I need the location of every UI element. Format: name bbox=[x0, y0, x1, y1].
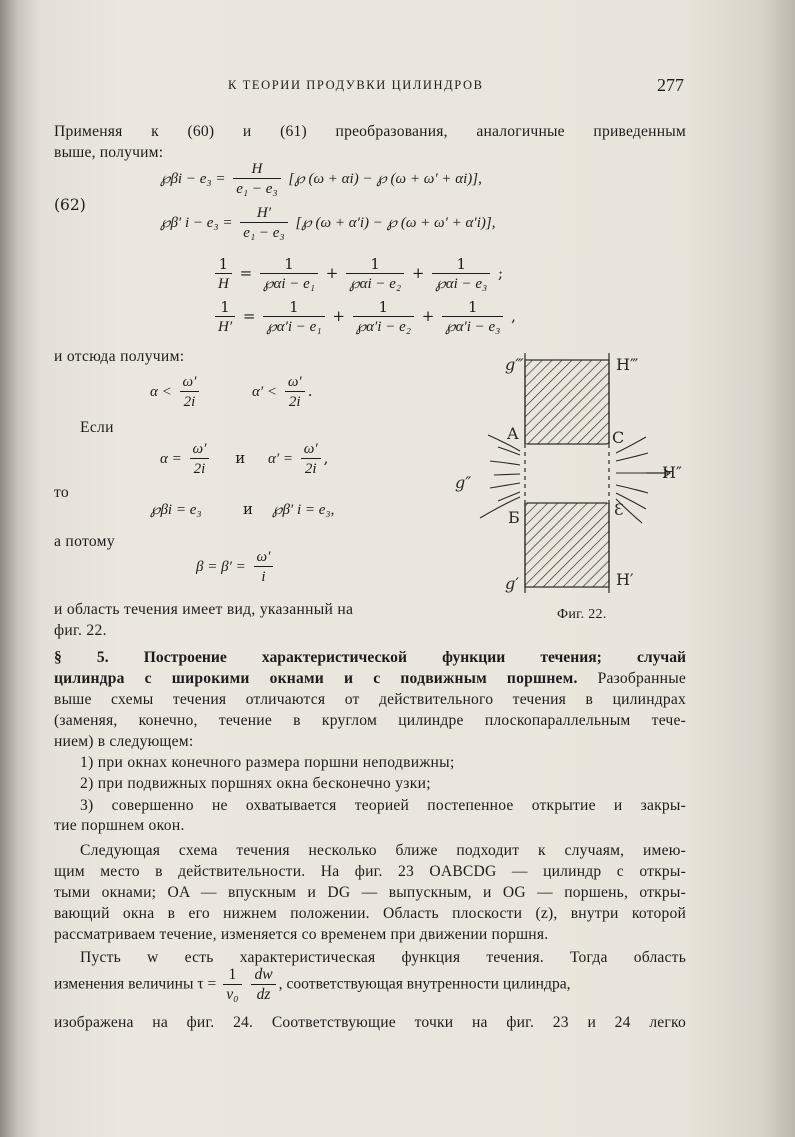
para2-line-2: щим место в действительности. На фиг. 23 OABCDG — цилиндр с откры- bbox=[54, 863, 686, 880]
para3-line-1: Пусть w есть характеристическая функция течения. Тогда область bbox=[80, 949, 686, 966]
equation-label: (62) bbox=[54, 196, 86, 214]
result-1: ℘βi = e₃ bbox=[150, 502, 202, 518]
para2-line-4: вающий окна в его нижнем положении. Область плоскости (z), внутри которой bbox=[54, 905, 686, 922]
list-item-3-cont: тие поршнем окон. bbox=[54, 817, 185, 834]
label-g3: g‴ bbox=[505, 355, 524, 374]
para3-line-3: изображена на фиг. 24. Соответствующие точки на фиг. 23 и 24 легко bbox=[54, 1014, 686, 1031]
result-and: и bbox=[243, 500, 253, 518]
para2-line-5: рассматриваем течение, изменяется со временем при движении поршня. bbox=[54, 926, 549, 943]
label-A: A bbox=[507, 424, 519, 443]
intro-line-1: Применяя к (60) и (61) преобразования, аналогичные приведенным bbox=[54, 123, 686, 140]
label-g2: g″ bbox=[455, 473, 472, 492]
para2-line-1: Следующая схема течения несколько ближе подходит к случаям, имею- bbox=[80, 842, 686, 859]
if-word: Если bbox=[80, 419, 114, 436]
list-item-1: 1) при окнах конечного размера поршни неподвижны; bbox=[80, 754, 455, 771]
list-item-3: 3) совершенно не охватывается теорией постепенное открытие и закры- bbox=[80, 797, 686, 814]
label-g1: g′ bbox=[505, 574, 519, 593]
label-H1: H′ bbox=[616, 570, 634, 589]
flow-text-line-2: фиг. 22. bbox=[54, 622, 107, 639]
result-2: ℘β′ i = e₃, bbox=[272, 502, 335, 518]
section-text-line-3: нием) в следующем: bbox=[54, 733, 194, 750]
equation-62-line-1: ℘βi − e₃ = $\frac{H}{\text{e₁ − e₃}}$ [℘ (ω + αi) − ℘ (ω + ω′ + αi)], bbox=[160, 161, 482, 197]
intro-line-2: выше, получим: bbox=[54, 144, 164, 161]
label-H3: H‴ bbox=[616, 355, 639, 374]
section-text-line-1: выше схемы течения отличаются от действительного течения в цилиндрах bbox=[54, 691, 686, 708]
equation-62-line-3: $\frac{1}{H}$ = $\frac{1}{\text{℘αi − e₁}}$ + $\frac{1}{\text{℘αi − e₂}}$ + $\frac{1}{\text{℘αi − e₃}}$ ; bbox=[212, 255, 503, 293]
section-heading-line-1: § 5. Построение характеристической функции течения; случай bbox=[54, 649, 687, 666]
inequality-alpha: α < $\frac{\omega'}{2i}$ bbox=[150, 373, 202, 411]
para3-line-2: изменения величины τ = $\frac{1}{\text{v₀}}$ $\frac{dw}{dz}$ , соответствующая внутренности цилиндра, bbox=[54, 966, 571, 1003]
section-text-line-2: (заменяя, конечно, течение в круглом цилиндре плоскопараллельным тече- bbox=[54, 712, 686, 729]
equation-62-line-4: $\frac{1}{H'}$ = $\frac{1}{\text{℘α′i − e₁}}$ + $\frac{1}{\text{℘α′i − e₂}}$ + $\frac{1}{\text{℘α′i − e₃}}$ , bbox=[212, 298, 516, 336]
page-number: 277 bbox=[657, 75, 684, 95]
then-word: то bbox=[54, 484, 70, 501]
lower-piston-block bbox=[525, 503, 609, 587]
beta-equation: β = β′ = $\frac{\omega'}{i}$ bbox=[196, 548, 276, 586]
label-B: Б bbox=[508, 508, 520, 527]
label-E: Ɛ bbox=[614, 500, 624, 519]
figure-caption: Фиг. 22. bbox=[557, 607, 607, 622]
therefore-text: а потому bbox=[54, 533, 115, 550]
header-title: К ТЕОРИИ ПРОДУВКИ ЦИЛИНДРОВ bbox=[228, 78, 484, 92]
inflow-streamlines bbox=[480, 435, 520, 518]
equation-62-line-2: ℘β′ i − e₃ = $\frac{H'}{\text{e₁ − e₃}}$ [℘ (ω + α′i) − ℘ (ω + ω′ + α′i)], bbox=[160, 205, 496, 241]
upper-piston-block bbox=[525, 360, 609, 444]
list-item-2: 2) при подвижных поршнях окна бесконечно узки; bbox=[80, 775, 431, 792]
para2-line-3: тыми окнами; OA — впускным и DG — выпускным, и OG — поршень, откры- bbox=[54, 884, 686, 901]
label-H2: H″ bbox=[662, 463, 682, 482]
flow-text-line-1: и область течения имеет вид, указанный на bbox=[54, 601, 354, 618]
figure-22 bbox=[450, 343, 690, 623]
inequality-alpha-prime: α′ < $\frac{\omega'}{2i}$ . bbox=[252, 374, 313, 410]
section-heading-line-2: цилиндра с широкими окнами и с подвижным поршнем. Разобранные bbox=[54, 670, 686, 687]
equality-alpha: α = $\frac{\omega'}{2i}$ и α′ = $\frac{\omega'}{2i}$ , bbox=[160, 441, 329, 477]
hence-text: и отсюда получим: bbox=[54, 348, 185, 365]
label-C: C bbox=[612, 428, 625, 447]
